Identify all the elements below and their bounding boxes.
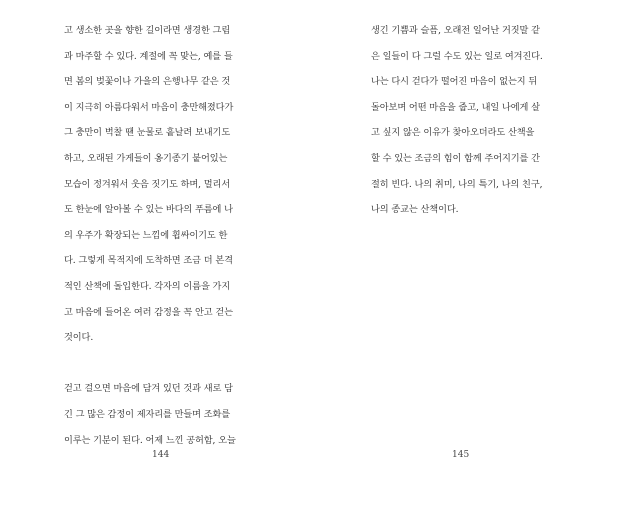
left-paragraph-2 [64, 376, 257, 453]
page-number-left: 144 [152, 450, 170, 460]
paragraph-gap [64, 351, 257, 377]
text-line: 돌아보며 어떤 마음을 줍고, 내일 나에게 살 [371, 101, 540, 113]
text-line: 적인 산책에 돌입한다. 각자의 이름을 가지 [64, 280, 231, 292]
text-line: 나는 다시 걷다가 떨어진 마음이 없는지 뒤 [371, 76, 538, 88]
text-line: 걷고 걸으면 마음에 담겨 있던 것과 새로 담 [64, 383, 233, 395]
text-line: 고 마음에 들어온 여러 감정을 꼭 안고 걷는 [64, 306, 233, 318]
text-line: 그 충만이 벅찰 땐 눈물로 흩날려 보내기도 [64, 127, 231, 139]
text-line: 생긴 기쁨과 슬픔, 오래전 일어난 거짓말 같 [371, 25, 540, 36]
text-line: 나의 종교는 산책이다. [371, 204, 459, 216]
text-line: 과 마주할 수 있다. 계절에 꼭 맞는, 예를 들 [64, 50, 233, 62]
page-number-right: 145 [452, 450, 470, 460]
text-line: 할 수 있는 조금의 힘이 함께 주어지기를 간 [371, 152, 540, 164]
text-line: 모습이 정겨워서 웃음 짓기도 하며, 멀리서 [64, 178, 231, 190]
right-page-body [371, 18, 567, 223]
text-line: 도 한눈에 알아볼 수 있는 바다의 푸름에 나 [64, 204, 233, 216]
text-line: 다. 그렇게 목적지에 도착하면 조금 더 본격 [64, 255, 233, 267]
text-line: 고 싶지 않은 이유가 찾아오더라도 산책을 [371, 127, 535, 139]
text-line: 면 봄의 벚꽃이나 가을의 은행나무 같은 것 [64, 76, 231, 88]
text-line: 하고, 오래된 가게들이 옹기종기 붙어있는 [64, 152, 228, 164]
left-paragraph-1 [64, 18, 257, 351]
text-line: 고 생소한 곳을 향한 길이라면 생경한 그림 [64, 25, 231, 36]
text-line: 긴 그 많은 감정이 제자리를 만들며 조화를 [64, 408, 231, 420]
right-paragraph-1 [371, 18, 567, 223]
left-page-body [64, 18, 257, 453]
text-line: 은 일들이 다 그럴 수도 있는 일로 여겨진다. [371, 50, 543, 62]
right-page [312, 0, 624, 510]
text-line: 의 우주가 확장되는 느낌에 휩싸이기도 한 [64, 229, 228, 241]
text-line: 절히 빈다. 나의 취미, 나의 특기, 나의 친구, [371, 178, 543, 190]
text-line: 것이다. [64, 332, 94, 344]
text-line: 이루는 기분이 된다. 어제 느낀 공허함, 오늘 [64, 434, 236, 446]
text-line: 이 지극히 아름다워서 마음이 충만해졌다가 [64, 101, 234, 113]
